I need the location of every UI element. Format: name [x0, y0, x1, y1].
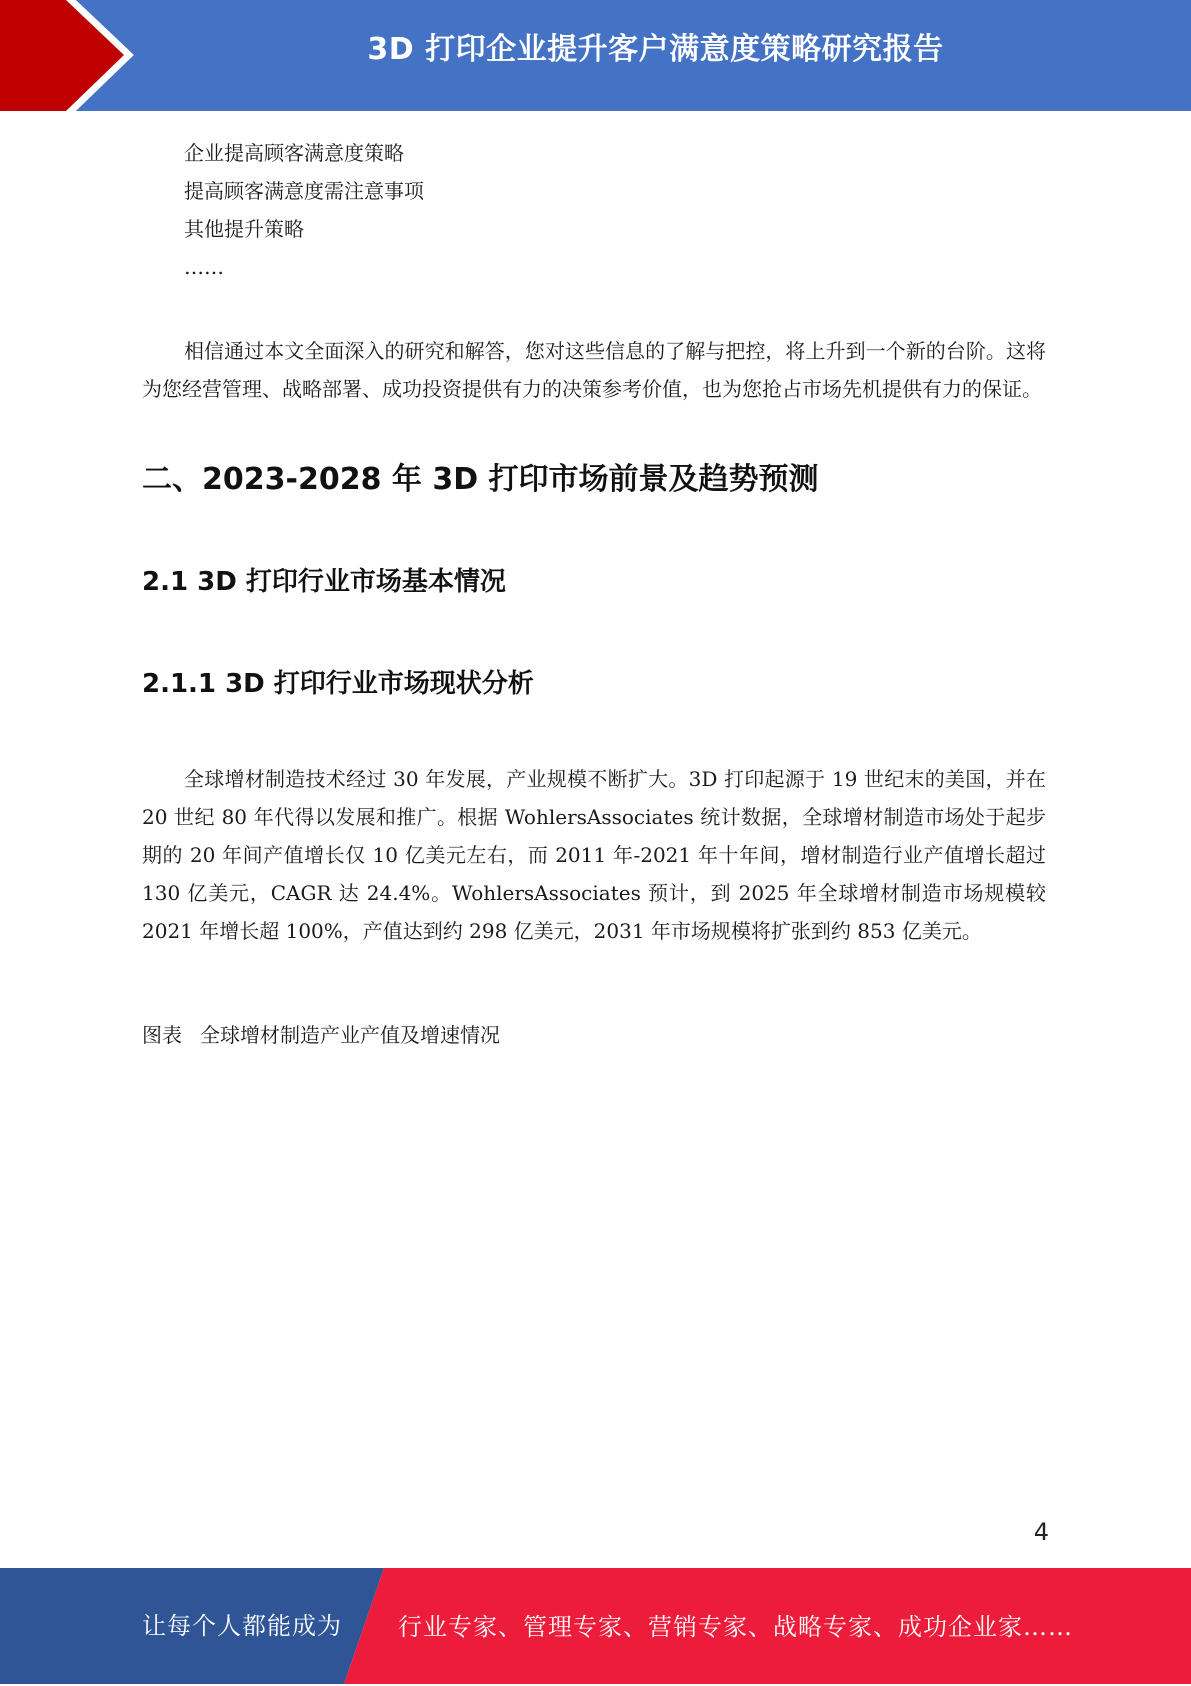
report-title: 3D 打印企业提升客户满意度策略研究报告	[367, 32, 944, 67]
toc-item: 提高顾客满意度需注意事项	[184, 179, 424, 203]
footer-slogan-right: 行业专家、管理专家、营销专家、战略专家、成功企业家……	[398, 1613, 1073, 1641]
page-footer	[0, 1568, 1191, 1684]
intro-paragraph: 相信通过本文全面深入的研究和解答，您对这些信息的了解与把控，将上升到一个新的台阶。这将为您经营管理、战略部署、成功投资提供有力的决策参考价值，也为您抢占市场先机提供有力的保证。	[142, 339, 1046, 401]
header-chevron-decoration	[0, 0, 160, 111]
toc-list	[142, 134, 1046, 286]
body-paragraph: 全球增材制造技术经过 30 年发展，产业规模不断扩大。3D 打印起源于 19 世纪末的美国，并在 20 世纪 80 年代得以发展和推广。根据 WohlersAssociates 统计数据，全球增材制造市场处于起步期的 20 年间产值增长仅 10 亿美元左右，而 2011 年-2021 年十年间，增材制造行业产值增长超过 130 亿美元，CAGR 达 24.4%。WohlersAssociates 预计，到 2025 年全球增材制造市场规模较 2021 年增长超 100%，产值达到约 298 亿美元，2031 年市场规模将扩张到约 853 亿美元。	[142, 767, 1046, 943]
page-header	[0, 0, 1191, 111]
footer-slogan-left: 让每个人都能成为	[142, 1612, 342, 1640]
toc-item: 企业提高顾客满意度策略	[184, 141, 404, 165]
toc-item: 其他提升策略	[184, 217, 304, 241]
figure-caption-text: 全球增材制造产业产值及增速情况	[200, 1023, 500, 1047]
page-content	[142, 134, 1046, 1050]
subsection-heading: 2.1 3D 打印行业市场基本情况	[142, 567, 506, 597]
figure-caption	[142, 1020, 1046, 1050]
section-heading: 二、2023-2028 年 3D 打印市场前景及趋势预测	[142, 462, 819, 497]
page-number: 4	[1033, 1518, 1049, 1546]
toc-ellipsis: ……	[184, 255, 224, 279]
figure-label: 图表	[142, 1023, 182, 1047]
subsubsection-heading: 2.1.1 3D 打印行业市场现状分析	[142, 669, 534, 699]
